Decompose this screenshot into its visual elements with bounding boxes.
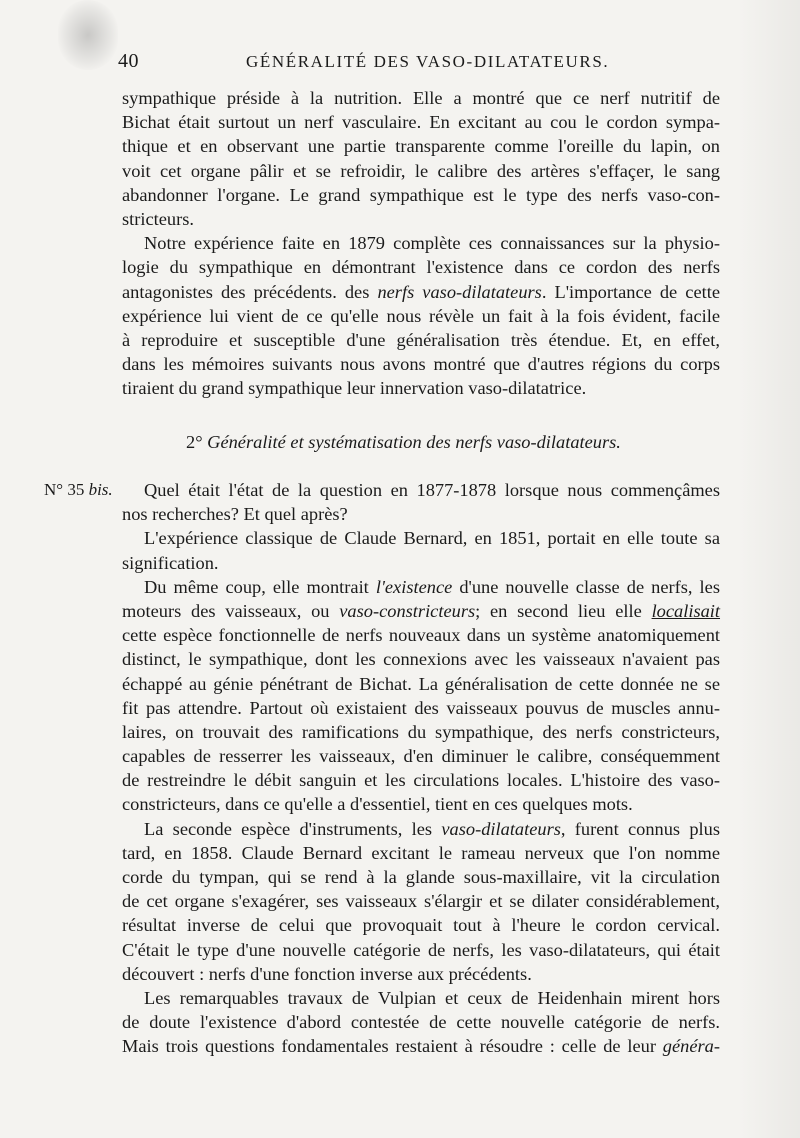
running-title: GÉNÉRALITÉ DES VASO-DILATATEURS. — [246, 52, 610, 71]
text-line: signification. — [122, 552, 219, 573]
text-line — [122, 280, 720, 304]
text-line — [122, 575, 720, 599]
paragraph — [122, 526, 720, 574]
text-line: voit cet organe pâlir et se refroidir, le calibre des artères s'effaçer, le sang — [122, 160, 720, 181]
text-line: C'était le type d'une nouvelle catégorie de nerfs, les vaso-dilatateurs, qui était — [122, 939, 720, 960]
text-line: résultat inverse de celui que provoquait tout à l'heure le cordon cervical. — [122, 915, 720, 936]
text-line: tard, en 1858. Claude Bernard excitant le rameau nerveux que l'on nomme — [122, 842, 720, 863]
text-span: moteurs des vaisseaux, ou — [122, 600, 340, 621]
section-heading — [186, 432, 621, 453]
text-line: cette espèce fonctionnelle de nerfs nouveaux dans un système anatomiquement — [122, 625, 720, 646]
text-line: L'expérience classique de Claude Bernard, en 1851, portait en elle toute sa — [144, 528, 720, 549]
body-text-top — [122, 86, 720, 400]
text-line: de doute l'existence d'abord contestée de cette nouvelle catégorie de nerfs. — [122, 1012, 720, 1033]
text-line: abandonner l'organe. Le grand sympathique est le type des nerfs vaso-con- — [122, 184, 720, 205]
text-line — [122, 817, 720, 841]
text-line: échappé au génie pénétrant de Bichat. La généralisation de cette donnée ne se — [122, 673, 720, 694]
text-line: à reproduire et susceptible d'une généralisation très étendue. Et, en effet, — [122, 329, 720, 350]
page-header — [118, 50, 718, 76]
italic-term: nerfs vaso-dilatateurs — [377, 281, 542, 302]
italic-term: vaso-constricteurs — [339, 600, 476, 621]
underlined-term: localisait — [651, 600, 721, 621]
page-number: 40 — [118, 50, 139, 72]
italic-term: vaso-dilatateurs — [441, 818, 561, 839]
text-span: , furent connus plus — [560, 818, 720, 839]
text-line: constricteurs, dans ce qu'elle a d'essentiel, tient en ces quelques mots. — [122, 794, 633, 815]
text-line: Bichat était surtout un nerf vasculaire. En excitant au cou le cordon sympa- — [122, 112, 720, 133]
paragraph — [122, 86, 720, 231]
text-span: antagonistes des précédents. des — [122, 281, 378, 302]
text-line: Quel était l'état de la question en 1877-1878 lorsque nous commençâmes — [144, 480, 720, 500]
page-smudge — [58, 0, 118, 70]
text-line: capables de resserrer les vaisseaux, d'en diminuer le calibre, conséquemment — [122, 746, 720, 767]
text-span: d'une nouvelle classe de nerfs, les — [452, 576, 720, 597]
text-line: thique et en observant une partie transparente comme l'oreille du lapin, on — [122, 136, 720, 157]
margin-note-number: N° 35 — [44, 480, 89, 499]
section-title: Généralité et systématisation des nerfs vaso-dilatateurs. — [207, 432, 621, 452]
text-line: logie du sympathique en démontrant l'existence dans ce cordon des nerfs — [122, 257, 720, 278]
text-line — [122, 1034, 720, 1058]
text-span: Du même coup, elle montrait — [144, 576, 376, 597]
text-line: découvert : nerfs d'une fonction inverse aux précédents. — [122, 963, 532, 984]
text-line: Notre expérience faite en 1879 complète ces connaissances sur la physio- — [144, 233, 720, 254]
text-line: distinct, le sympathique, dont les connexions avec les vaisseaux n'avaient pas — [122, 649, 720, 670]
text-line: laires, on trouvait des ramifications du sympathique, des nerfs constricteurs, — [122, 721, 720, 742]
text-line: expérience lui vient de ce qu'elle nous révèle un fait à la fois évident, facile — [122, 305, 720, 326]
text-line: sympathique préside à la nutrition. Elle a montré que ce nerf nutritif de — [122, 88, 720, 108]
paragraph — [122, 478, 720, 526]
text-span: La seconde espèce d'instruments, les — [144, 818, 442, 839]
text-line: stricteurs. — [122, 208, 195, 229]
text-line: de cet organe s'exagérer, ses vaisseaux s'élargir et se dilater considérablement, — [122, 891, 720, 912]
text-line: dans les mémoires suivants nous avons montré que d'autres régions du corps — [122, 354, 720, 375]
text-line: fit pas attendre. Partout où existaient des vaisseaux pouvus de muscles annu- — [122, 697, 720, 718]
page-bleed-through — [740, 0, 800, 1138]
text-span: Mais trois questions fondamentales restaient à résoudre : celle de leur — [122, 1036, 663, 1057]
paragraph — [122, 231, 720, 400]
text-line: Les remarquables travaux de Vulpian et ceux de Heidenhain mirent hors — [144, 987, 720, 1008]
margin-note-bis: bis. — [88, 480, 113, 499]
text-line: nos recherches? Et quel après? — [122, 504, 348, 525]
text-line: de restreindre le débit sanguin et les circulations locales. L'histoire des vaso- — [122, 770, 720, 791]
italic-term: l'existence — [375, 576, 453, 597]
paragraph — [122, 986, 720, 1059]
text-line — [122, 599, 720, 623]
paragraph — [122, 817, 720, 986]
paragraph — [122, 575, 720, 817]
italic-term: généra- — [662, 1036, 720, 1057]
text-span: . L'importance de cette — [541, 281, 720, 302]
text-span: ; en second lieu elle — [475, 600, 652, 621]
text-line: corde du tympan, qui se rend à la glande sous-maxillaire, vit la circulation — [122, 867, 720, 887]
margin-note — [44, 480, 113, 500]
section-number: 2° — [186, 432, 203, 452]
body-text-bottom — [122, 478, 720, 1059]
text-line: tiraient du grand sympathique leur innervation vaso-dilatatrice. — [122, 378, 587, 399]
